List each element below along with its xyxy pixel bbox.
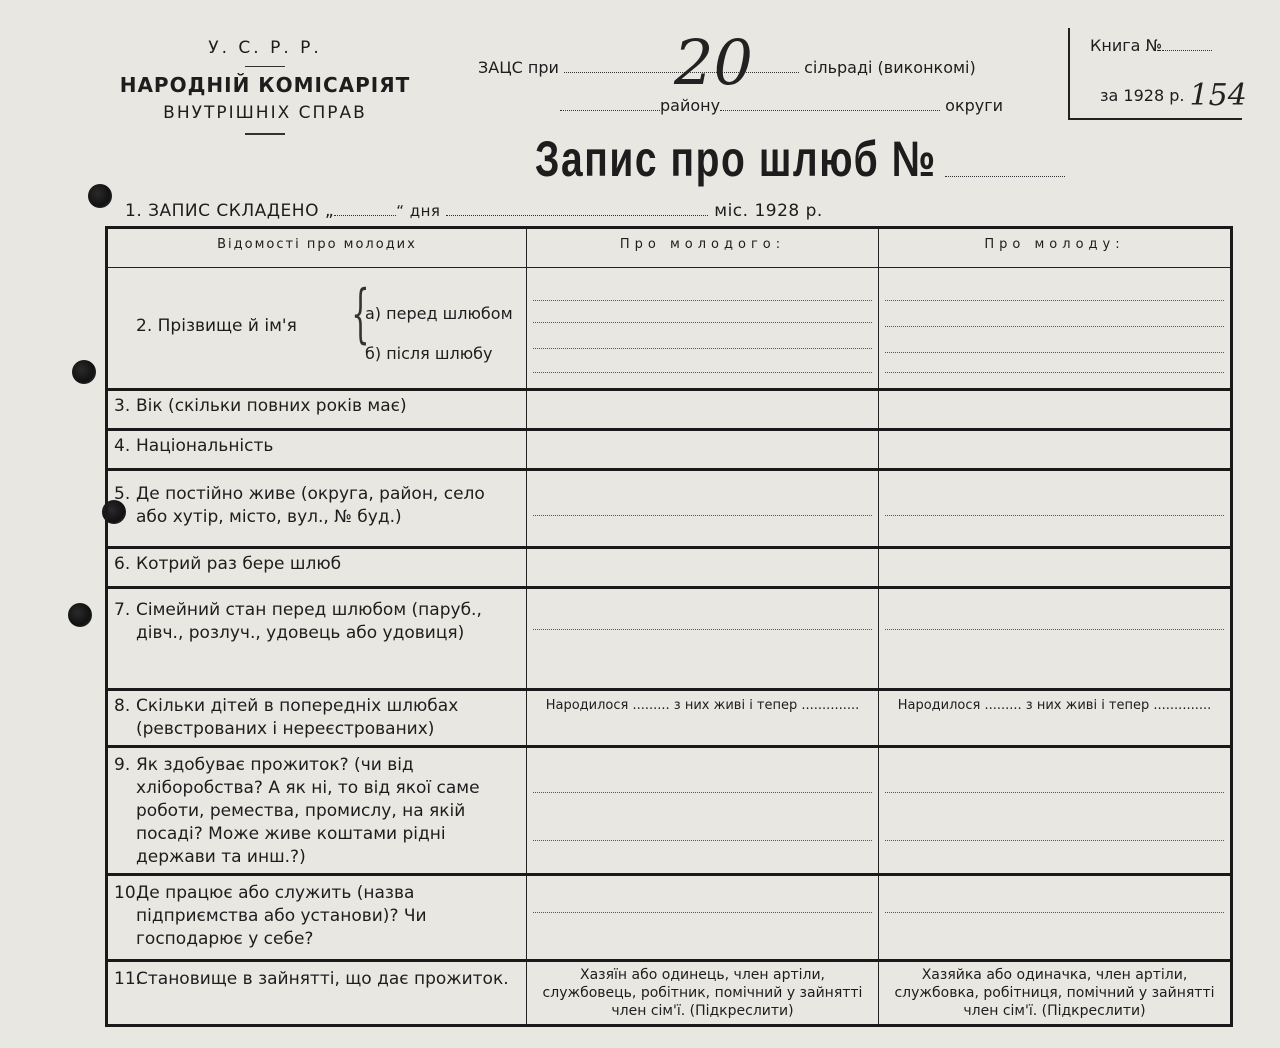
- village-council: сільраді (виконкомі): [804, 58, 976, 77]
- row-num: 10.: [114, 883, 142, 903]
- row-9-label: [107, 747, 527, 875]
- okruha: округи: [945, 96, 1004, 115]
- handwritten-page: 154: [1189, 78, 1247, 113]
- row-num: 7.: [114, 600, 131, 620]
- book-label: Книга №: [1090, 36, 1163, 55]
- bride-marriage-count-cell[interactable]: [879, 548, 1232, 588]
- brace: {: [351, 277, 370, 351]
- bride-marital-status-cell[interactable]: [879, 588, 1232, 690]
- republic: У. С. Р. Р.: [208, 38, 322, 58]
- record-day: “ дня: [396, 202, 441, 220]
- bride-residence-cell[interactable]: [879, 470, 1232, 548]
- title-wrap: [535, 130, 1050, 188]
- groom-residence-cell[interactable]: [527, 470, 879, 548]
- groom-livelihood-cell[interactable]: [527, 747, 879, 875]
- row-5-label: [107, 470, 527, 548]
- groom-nationality-cell[interactable]: [527, 430, 879, 470]
- marriage-count-label: Котрий раз бере шлюб: [136, 554, 342, 574]
- bride-employment-cell[interactable]: Хазяйка або одиначка, член артіли, службовка, робітниця, помічний у зайнятті член сім'ї. (Підкреслити): [879, 961, 1232, 1026]
- book-box: [1068, 28, 1247, 120]
- header-info: Відомості про молодих: [107, 228, 527, 268]
- punch-hole: [88, 184, 112, 208]
- row-8-label: [107, 690, 527, 747]
- marriage-table: [105, 226, 1233, 1027]
- bride-nationality-cell[interactable]: [879, 430, 1232, 470]
- row-num: 6.: [114, 554, 131, 574]
- book-year: за 1928 р.: [1100, 86, 1185, 105]
- groom-marriage-count-cell[interactable]: [527, 548, 879, 588]
- bride-livelihood-cell[interactable]: [879, 747, 1232, 875]
- row-num: 9.: [114, 755, 131, 775]
- form-title: Запис про шлюб №: [535, 131, 937, 187]
- title-dots: [945, 176, 1065, 177]
- bride-surname-cell[interactable]: [879, 268, 1232, 390]
- office-line: [478, 26, 976, 99]
- groom-employment-cell[interactable]: Хазяїн або одинець, член артіли, службовець, робітник, помічний у зайнятті член сім'ї. (Підкреслити): [527, 961, 879, 1026]
- groom-age-cell[interactable]: [527, 390, 879, 430]
- row-num: 3.: [114, 396, 131, 416]
- groom-workplace-cell[interactable]: [527, 875, 879, 961]
- row-10-label: [107, 875, 527, 961]
- groom-marital-status-cell[interactable]: [527, 588, 879, 690]
- bride-age-cell[interactable]: [879, 390, 1232, 430]
- nationality-label: Національність: [136, 436, 274, 456]
- district-line: [560, 96, 1003, 115]
- header-bride: Про молоду:: [879, 228, 1232, 268]
- groom-surname-cell[interactable]: [527, 268, 879, 390]
- punch-hole: [72, 360, 96, 384]
- employment-label: Становище в зайнятті, що дає прожиток.: [136, 969, 509, 989]
- row-6-label: [107, 548, 527, 588]
- row-num: 4.: [114, 436, 131, 456]
- groom-children-cell[interactable]: Народилося ......... з них живі і тепер ..............: [527, 690, 879, 747]
- punch-hole: [68, 603, 92, 627]
- agency-header: [110, 38, 420, 135]
- bride-children-cell[interactable]: Народилося ......... з них живі і тепер ..............: [879, 690, 1232, 747]
- children-label: Скільки дітей в попередніх шлюбах (ревстрованих і нереєстрованих): [136, 696, 459, 739]
- record-month-year: міс. 1928 р.: [714, 201, 823, 221]
- commissariat: НАРОДНІЙ КОМІСАРІЯТ: [119, 73, 411, 97]
- row-2-label: [107, 268, 527, 390]
- before-marriage: а) перед шлюбом: [365, 304, 513, 323]
- handwritten-number: 20: [674, 26, 753, 99]
- row-num: 11.: [114, 969, 142, 989]
- header-groom: Про молодого:: [527, 228, 879, 268]
- row-11-label: [107, 961, 527, 1026]
- department: ВНУТРІШНІХ СПРАВ: [163, 103, 367, 123]
- residence-label: Де постійно живе (округа, район, село або хутір, місто, вул., № буд.): [136, 484, 485, 527]
- after-marriage: б) після шлюбу: [365, 344, 493, 363]
- row-4-label: [107, 430, 527, 470]
- district: району: [660, 96, 721, 115]
- row-3-label: [107, 390, 527, 430]
- row-num: 2.: [136, 316, 153, 336]
- record-line: [125, 201, 823, 221]
- workplace-label: Де працює або служить (назва підприємства або установи)? Чи господарює у себе?: [136, 883, 427, 949]
- surname-label: Прізвище й ім'я: [157, 316, 297, 336]
- age-label: Вік (скільки повних років має): [136, 396, 407, 416]
- row-num: 5.: [114, 484, 131, 504]
- marital-status-label: Сімейний стан перед шлюбом (паруб., дівч., розлуч., удовець або удовиця): [136, 600, 482, 643]
- row-num: 8.: [114, 696, 131, 716]
- zags-prefix: ЗАЦС при: [478, 58, 559, 77]
- livelihood-label: Як здобуває прожиток? (чи від хліборобства? А як ні, то від якої саме роботи, ремества, промислу, на якій посаді? Може живе коштами рідні держави та инш.?): [136, 755, 480, 867]
- record-prefix: 1. ЗАПИС СКЛАДЕНО „: [125, 201, 335, 221]
- row-7-label: [107, 588, 527, 690]
- bride-workplace-cell[interactable]: [879, 875, 1232, 961]
